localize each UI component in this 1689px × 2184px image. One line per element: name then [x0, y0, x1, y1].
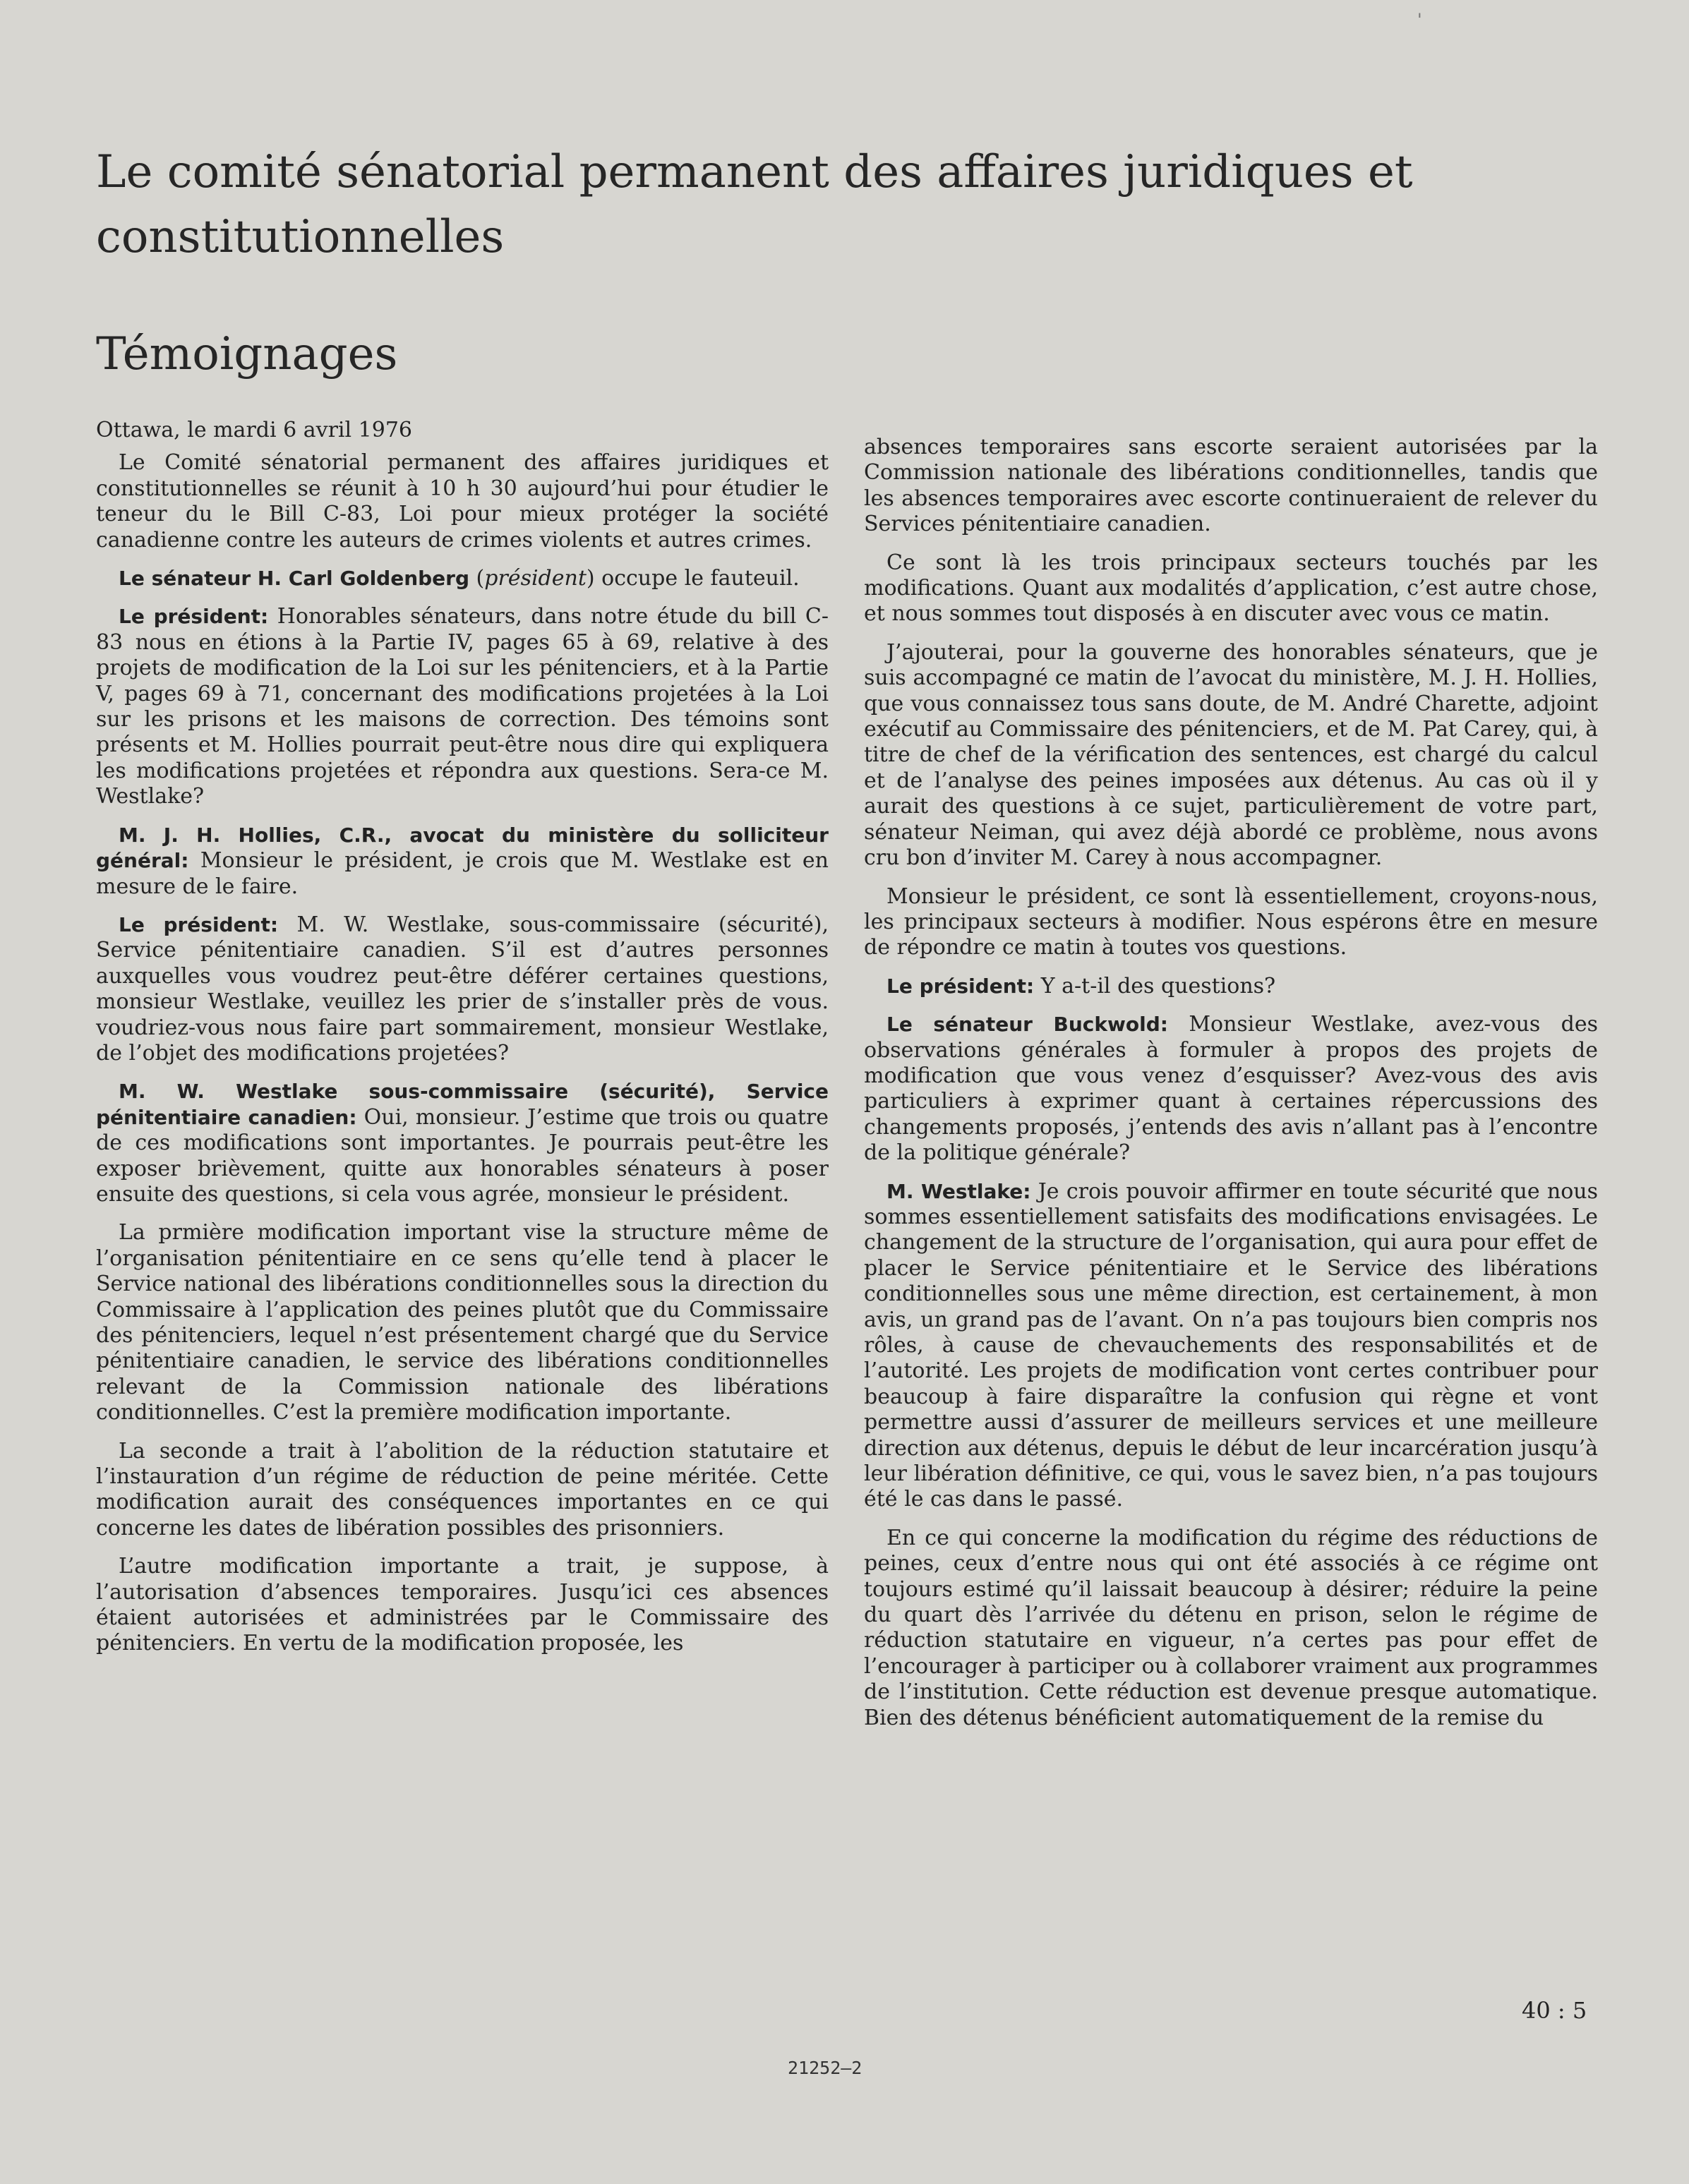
- speaker-role: président: [484, 566, 587, 591]
- reverse-side-show-through: [106, 92, 1623, 120]
- speaker-name: Le président:: [119, 912, 279, 936]
- left-column: [96, 418, 829, 1670]
- paragraph-hollies: [96, 823, 829, 900]
- paragraph-second-modification: La seconde a trait à l’abolition de la réduction statutaire et l’instauration d’un régime de réduction de peine méritée. Cette modification aurait des conséquences importantes en ce qui concerne les dates de libération possibles des prisonniers.: [96, 1438, 829, 1540]
- paragraph-chair: Le sénateur H. Carl Goldenberg (président) occupe le fauteuil.: [119, 566, 800, 591]
- paragraph-president-3: [864, 974, 1598, 999]
- paragraph-text: occupe le fauteuil.: [601, 566, 800, 591]
- page-number: 40 : 5: [1522, 1997, 1587, 2024]
- paragraph-president-1: [96, 604, 829, 809]
- right-column: [864, 435, 1598, 1744]
- paragraph-buckwold: [864, 1012, 1598, 1166]
- paragraph-text: Monsieur Westlake, avez-vous des observations générales à formuler à propos des projets de modification que vous venez d’esquisser? Avez-vous des avis particuliers à exprimer quant à certaines répercussions des changements proposés, j’entends des avis n’allant pas à l’encontre de la politique générale?: [864, 1012, 1598, 1166]
- speaker-name: M. W. Westlake sous-commissaire (sécurité), Service pénitentiaire canadien:: [96, 1080, 829, 1129]
- paragraph-accompanied: J’ajouterai, pour la gouverne des honorables sénateurs, que je suis accompagné ce matin de l’avocat du ministère, M. J. H. Hollies, que vous connaissez tous sans doute, de M. André Charette, adjoint exécutif au Commissaire des pénitenciers, et de M. Pat Carey, qui, à titre de chef de la vérification des sentences, est chargé du calcul et de l’analyse des peines imposées aux détenus. Au cas où il y aurait des questions à ce sujet, particulièrement de votre part, sénateur Neiman, qui avez déjà abordé ce problème, nous avons cru bon d’inviter M. Carey à nous accompagner.: [864, 639, 1598, 871]
- speaker-name: Le président:: [886, 974, 1035, 998]
- speaker-name: M. J. H. Hollies, C.R., avocat du ministère du solliciteur général:: [96, 823, 829, 873]
- speaker-name: Le sénateur H. Carl Goldenberg: [119, 567, 470, 591]
- paragraph-continued: absences temporaires sans escorte seraient autorisées par la Commission nationale des libérations conditionnelles, tandis que les absences temporaires avec escorte continueraient de relever du Services pénitentiaire canadien.: [864, 435, 1598, 537]
- paragraph-text: Y a-t-il des questions?: [1040, 973, 1276, 999]
- dateline: Ottawa, le mardi 6 avril 1976: [96, 418, 412, 442]
- corner-mark: ': [1417, 10, 1422, 30]
- paragraph-president-2: [96, 912, 829, 1066]
- paragraph-text: M. W. Westlake, sous-commissaire (sécurité), Service pénitentiaire canadien. S’il est d’autres personnes auxquelles vous voudrez peut-être déférer certaines questions, monsieur Westlake, veuillez les prier de s’installer près de vous. voudriez-vous nous faire part sommairement, monsieur Westlake, de l’objet des modifications projetées?: [96, 912, 829, 1066]
- section-title: Témoignages: [96, 328, 398, 380]
- document-title: Le comité sénatorial permanent des affaires juridiques et constitutionnelles: [96, 146, 1413, 263]
- paragraph-text: Oui, monsieur. J’estime que trois ou quatre de ces modifications sont importantes. Je pourrais peut-être les exposer brièvement, quitte aux honorables sénateurs à poser ensuite des questions, si cela vous agrée, monsieur le président.: [96, 1104, 829, 1207]
- print-code: 21252—2: [788, 2058, 862, 2078]
- paragraph-reduction-regime: En ce qui concerne la modification du régime des réductions de peines, ceux d’entre nous qui ont été associés à ce régime ont toujours estimé qu’il laissait beaucoup à désirer; réduire la peine du quart dès l’arrivée du détenu en prison, selon le régime de réduction statutaire en vigueur, n’a certes pas pour effet de l’encourager à participer ou à collaborer vraiment aux programmes de l’institution. Cette réduction est devenue presque automatique. Bien des détenus bénéficient automatiquement de la remise du: [864, 1525, 1598, 1730]
- paragraph-westlake-2: [864, 1179, 1598, 1513]
- paragraph-third-modification: L’autre modification importante a trait, je suppose, à l’autorisation d’absences temporaires. Jusqu’ici ces absences étaient autorisées et administrées par le Commissaire des pénitenciers. En vertu de la modification proposée, les: [96, 1554, 829, 1656]
- paragraph-text: Monsieur le président, je crois que M. Westlake est en mesure de le faire.: [96, 848, 829, 899]
- speaker-name: Le président:: [119, 605, 269, 629]
- paragraph-westlake-1: [96, 1079, 829, 1207]
- paragraph-opening: Le Comité sénatorial permanent des affaires juridiques et constitutionnelles se réunit à 10 h 30 aujourd’hui pour étudier le teneur du le Bill C-83, Loi pour mieux protéger la société canadienne contre les auteurs de crimes violents et autres crimes.: [96, 450, 829, 553]
- paragraph-first-modification: La prmière modification important vise la structure même de l’organisation pénitentiaire en ce sens qu’elle tend à placer le Service national des libérations conditionnelles sous la direction du Commissaire à l’application des peines plutôt que du Commissaire des pénitenciers, lequel n’est présentement chargé que du Service pénitentiaire canadien, le service des libérations conditionnelles relevant de la Commission nationale des libérations conditionnelles. C’est la première modification importante.: [96, 1220, 829, 1425]
- speaker-name: Le sénateur Buckwold:: [886, 1013, 1168, 1037]
- paragraph-text: Je crois pouvoir affirmer en toute sécurité que nous sommes essentiellement satisfaits des modifications envisagées. Le changement de la structure de l’organisation, qui aura pour effet de placer le Service pénitentiaire et le Service des libérations conditionnelles sous une même direction, est certainement, à mon avis, un grand pas de l’avant. On n’a pas toujours bien compris nos rôles, à cause de chevauchements des responsabilités et de l’autorité. Les projets de modification vont certes contribuer pour beaucoup à faire disparaître la confusion qui règne et vont permettre aussi d’assurer de meilleurs services et une meilleure direction aux détenus, depuis le début de leur incarcération jusqu’à leur libération définitive, ce qui, vous le savez bien, n’a pas toujours été le cas dans le passé.: [864, 1178, 1598, 1512]
- paragraph-summary: Monsieur le président, ce sont là essentiellement, croyons-nous, les principaux secteurs à modifier. Nous espérons être en mesure de répondre ce matin à toutes vos questions.: [864, 883, 1598, 960]
- paragraph-text: Honorables sénateurs, dans notre étude du bill C-83 nous en étions à la Partie IV, pages 65 à 69, relative à des projets de modification de la Loi sur les pénitenciers, et à la Partie V, pages 69 à 71, concernant des modifications projetées à la Loi sur les prisons et les maisons de correction. Des témoins sont présents et M. Hollies pourrait peut-être nous dire qui expliquera les modifications projetées et répondra aux questions. Sera-ce M. Westlake?: [96, 604, 829, 809]
- paragraph-three-sectors: Ce sont là les trois principaux secteurs touchés par les modifications. Quant aux modalités d’application, c’est autre chose, et nous sommes tout disposés à en discuter avec vous ce matin.: [864, 550, 1598, 627]
- speaker-name: M. Westlake:: [886, 1179, 1031, 1203]
